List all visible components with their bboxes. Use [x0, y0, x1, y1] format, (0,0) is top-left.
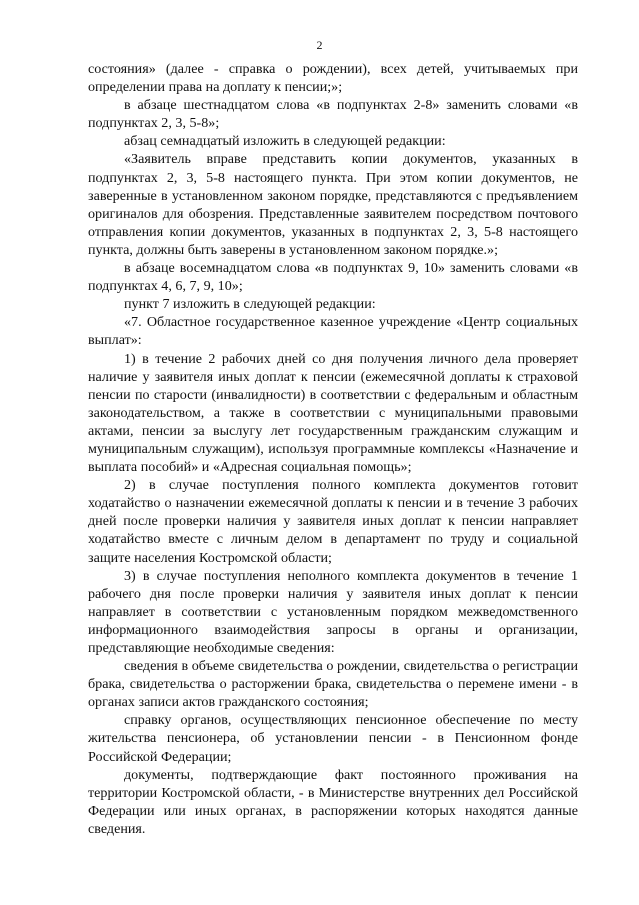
- paragraph: состояния» (далее - справка о рождении), всех детей, учитываемых при определении права на доплату к пенсии;»;: [88, 61, 578, 96]
- paragraph: 1) в течение 2 рабочих дней со дня получения личного дела проверяет наличие у заявителя иных доплат к пенсии (ежемесячной доплаты к страховой пенсии по старости (инвалидности) в соответствии с федеральным и областным законодательством, а также в соответствии с муниципальными правовыми актами, пенсии за выслугу лет государственным гражданским служащим и муниципальным служащим), используя программные комплексы «Назначение и выплата пособий» и «Адресная социальная помощь»;: [88, 350, 578, 476]
- paragraph: абзац семнадцатый изложить в следующей редакции:: [124, 133, 446, 150]
- paragraph: «Заявитель вправе представить копии документов, указанных в подпунктах 2, 3, 5-8 настоящего пункта. При этом копии документов, не заверенные в установленном законом порядке, представляются с предъявлением оригиналов для обозрения. Представленные заявителем посредством почтового отправления копии документов, указанных в подпунктах 2, 3, 5-8 настоящего пункта, должны быть заверены в установленном законом порядке.»;: [88, 151, 578, 258]
- paragraph: в абзаце восемнадцатом слова «в подпунктах 9, 10» заменить словами «в подпунктах 4, 6, 7, 9, 10»;: [88, 260, 578, 295]
- document-body: [88, 60, 578, 838]
- paragraph: пункт 7 изложить в следующей редакции:: [124, 296, 376, 313]
- paragraph: сведения в объеме свидетельства о рождении, свидетельства о регистрации брака, свидетельства о расторжении брака, свидетельства о перемене имени - в органах записи актов гражданского состояния;: [88, 658, 578, 711]
- paragraph: справку органов, осуществляющих пенсионное обеспечение по месту жительства пенсионера, об установлении пенсии - в Пенсионном фонде Российской Федерации;: [88, 712, 578, 765]
- paragraph: документы, подтверждающие факт постоянного проживания на территории Костромской области, - в Министерстве внутренних дел Российской Федерации или иных органах, в распоряжении которых находятся данные сведения.: [88, 766, 578, 837]
- paragraph: 3) в случае поступления неполного комплекта документов в течение 1 рабочего дня после проверки наличия у заявителя иных доплат к пенсии направляет в соответствии с установленным порядком межведомственного информационного взаимодействия запросы в органы и организации, представляющие необходимые сведения:: [88, 567, 578, 656]
- page-number: 2: [316, 38, 323, 52]
- paragraph: в абзаце шестнадцатом слова «в подпунктах 2-8» заменить словами «в подпунктах 2, 3, 5-8»;: [88, 97, 578, 132]
- paragraph: «7. Областное государственное казенное учреждение «Центр социальных выплат»:: [88, 314, 578, 349]
- paragraph: 2) в случае поступления полного комплекта документов готовит ходатайство о назначении ежемесячной доплаты к пенсии и в течение 3 рабочих дней после проверки наличия у заявителя иных доплат к пенсии направляет ходатайство вместе с личным делом в департамент по труду и социальной защите населения Костромской области;: [88, 477, 578, 566]
